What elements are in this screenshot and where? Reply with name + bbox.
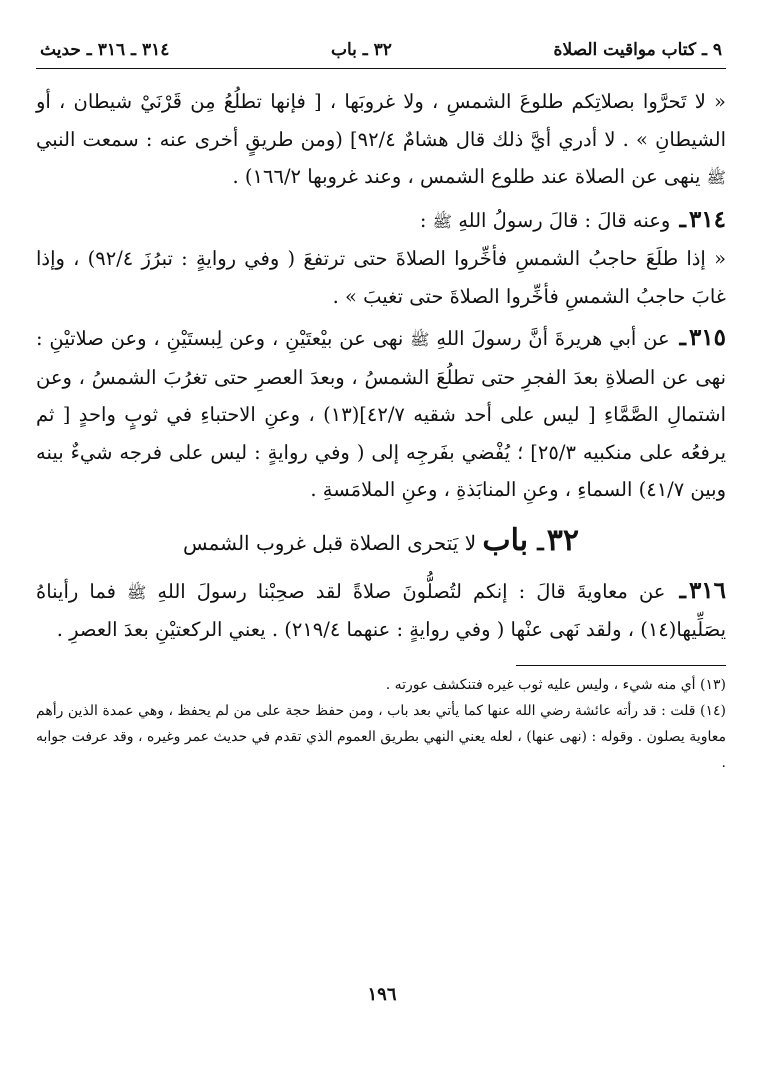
text-run: « إذا طلَعَ حاجبُ الشمسِ فأخِّروا الصلاةَ حتى ترتفعَ ( وفي روايةٍ : تبرُزَ ٩٢/٤) ، وإذا غابَ حاجبُ الشمسِ فأخِّروا الصلاةَ حتى تغيبَ » . (36, 247, 726, 308)
hadith-316 (36, 572, 726, 649)
salutation-glyph: ﷺ (706, 168, 726, 187)
text-run: وعنه قالَ : قالَ رسولُ اللهِ (458, 208, 671, 232)
footnote-13: (١٣) أي منه شيء ، وليس عليه ثوب غيره فتنكشف عورته . (385, 676, 726, 693)
salutation-glyph: ﷺ (410, 330, 430, 349)
page-number: ١٩٦ (367, 984, 397, 1005)
running-header (36, 40, 726, 69)
header-chapter: ٣٢ ـ باب (330, 40, 392, 60)
text-run: ينهى عن الصلاة عند طلوع الشمس ، وعند غروبها ١٦٦/٢) . (232, 165, 701, 188)
salutation-glyph: ﷺ (432, 211, 452, 231)
text-run: عن معاويةَ قالَ : إنكم لتُصلُّونَ صلاةً لقد صحِبْنا رسولَ اللهِ (157, 579, 666, 603)
hadith-number: ٣١٦ (688, 576, 727, 604)
footnotes (36, 672, 726, 776)
dash: ـ (537, 529, 544, 556)
hadith-314-heading (36, 201, 726, 241)
text-run: عن أبي هريرةَ أنَّ رسولَ اللهِ (436, 327, 670, 350)
footnote-14: (١٤) قلت : قد رأته عائشة رضي الله عنها كما يأتي بعد باب ، ومن حفظ حجة على من لم يحفظ ، وهي عمدة الذين رأهم معاوية يصلون . وقوله : (نهى عنها) ، لعله يعني النهي بطريق العموم الذي تقدم في حديث عمر وغيره ، وقد عرفت جوابه . (36, 702, 726, 771)
footnote-divider (516, 665, 726, 666)
text-run: : (419, 208, 427, 232)
chapter-word: باب (482, 522, 529, 558)
dash: ـ (679, 325, 686, 351)
header-hadith-range: ٣١٤ ـ ٣١٦ ـ حديث (40, 40, 170, 60)
text-run: نهى عن بيْعتَيْنِ ، وعن لِبستَيْنِ ، وعن صلاتيْنِ : نهى عن الصلاةِ بعدَ الفجرِ حتى تطلُعَ الشمسُ ، وبعدَ العصرِ حتى تغرُبَ الشمسُ ، وعن اشتمالِ الصَّمَّاءِ [ ليس على أحد شقيه ٤٢/٧](١٣) ، وعنِ الاحتباءِ في ثوبٍ واحدٍ [ ثم يرفعُه على منكبيه ٢٥/٣] ؛ يُفْضي بفَرجِه إلى ( وفي روايةٍ : ليس على فرجه شيءٌ بينه وبين ٤١/٧) السماءِ ، وعنِ المنابَذةِ ، وعنِ الملامَسةِ . (36, 327, 726, 501)
book-page (36, 40, 726, 776)
salutation-glyph: ﷺ (127, 582, 147, 602)
paragraph-313-continued (36, 83, 726, 197)
dash: ـ (679, 206, 686, 233)
hadith-number: ٣١٥ (688, 324, 726, 351)
main-text (36, 83, 726, 649)
dash: ـ (679, 577, 686, 604)
hadith-315 (36, 319, 726, 509)
text-run: « لا تَحرَّوا بصلاتِكم طلوعَ الشمسِ ، ولا غروبَها ، [ فإنها تطلُعُ مِن قَرْنَيْ شيطان ، أو الشيطانِ » . لا أدري أيَّ ذلك قال هشامٌ ٩٢/٤] (ومن طريقٍ أخرى عنه : سمعت النبي (36, 90, 726, 151)
chapter-title: لا يَتحرى الصلاة قبل غروب الشمس (183, 530, 477, 555)
header-book-title: ٩ ـ كتاب مواقيت الصلاة (553, 40, 722, 60)
chapter-number: ٣٢ (546, 522, 579, 558)
hadith-314-text (36, 240, 726, 315)
text-run: فما رأيناهُ يصَلِّيها(١٤) ، ولقد نَهى عنْها ( وفي روايةٍ : عنهما ٢١٩/٤) . يعني الركعتيْنِ بعدَ العصرِ . (36, 579, 726, 641)
hadith-number: ٣١٤ (688, 205, 726, 233)
chapter-heading (36, 519, 726, 566)
